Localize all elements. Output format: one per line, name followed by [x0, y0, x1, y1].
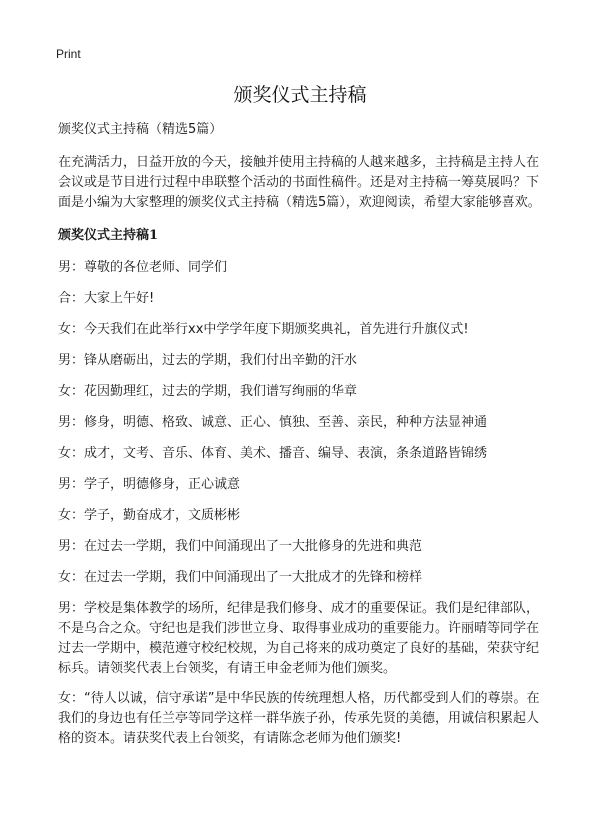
section-heading: 颁奖仪式主持稿1	[58, 228, 159, 243]
dialogue-line: 女：成才，文考、音乐、体育、美术、播音、编导、表演，条条道路皆锦绣	[58, 446, 488, 461]
intro-paragraph: 在充满活力，日益开放的今天，接触并使用主持稿的人越来越多，主持稿是主持人在会议或是节目进行过程中串联整个活动的书面性稿件。还是对主持稿一筹莫展吗？下面是小编为大家整理的颁奖仪式主持稿（精选5篇），欢迎阅读，希望大家能够喜欢。	[58, 155, 541, 210]
dialogue-line: 女：在过去一学期，我们中间涌现出了一大批成才的先锋和榜样	[58, 570, 423, 585]
dialogue-line: 男：锋从磨砺出，过去的学期，我们付出辛勤的汗水	[58, 353, 358, 368]
dialogue-line: 合：大家上午好!	[58, 291, 155, 306]
dialogue-line: 女：花因勤理红，过去的学期，我们谱写绚丽的华章	[58, 384, 358, 399]
dialogue-paragraph: 女：“待人以诚，信守承诺”是中华民族的传统理想人格，历代都受到人们的尊崇。在我们的身边也有任兰亭等同学这样一群华族子孙，传承先贤的美德，用诚信积累起人格的资本。请获奖代表上台领奖，有请陈念老师为他们颁奖!	[58, 691, 540, 746]
print-link[interactable]: Print	[56, 47, 81, 61]
dialogue-line: 男：学子，明德修身，正心诚意	[58, 477, 241, 492]
dialogue-line: 男：在过去一学期，我们中间涌现出了一大批修身的先进和典范	[58, 539, 423, 554]
document-subtitle: 颁奖仪式主持稿（精选5篇）	[58, 122, 223, 137]
dialogue-line: 女：今天我们在此举行xx中学学年度下期颁奖典礼，首先进行升旗仪式!	[58, 322, 469, 337]
document-body	[58, 120, 548, 759]
dialogue-line: 女：学子，勤奋成才，文质彬彬	[58, 508, 241, 523]
dialogue-line: 男：修身，明德、格致、诚意、正心、慎独、至善、亲民，种种方法显神通	[58, 415, 488, 430]
dialogue-paragraph: 男：学校是集体教学的场所，纪律是我们修身、成才的重要保证。我们是纪律部队，不是乌合之众。守纪也是我们涉世立身、取得事业成功的重要能力。许丽晴等同学在过去一学期中，模范遵守校纪校规，为自己将来的成功奠定了良好的基础，荣获守纪标兵。请领奖代表上台领奖，有请王申金老师为他们颁奖。	[58, 601, 540, 676]
page-title: 颁奖仪式主持稿	[233, 84, 367, 106]
dialogue-line: 男：尊敬的各位老师、同学们	[58, 260, 228, 275]
